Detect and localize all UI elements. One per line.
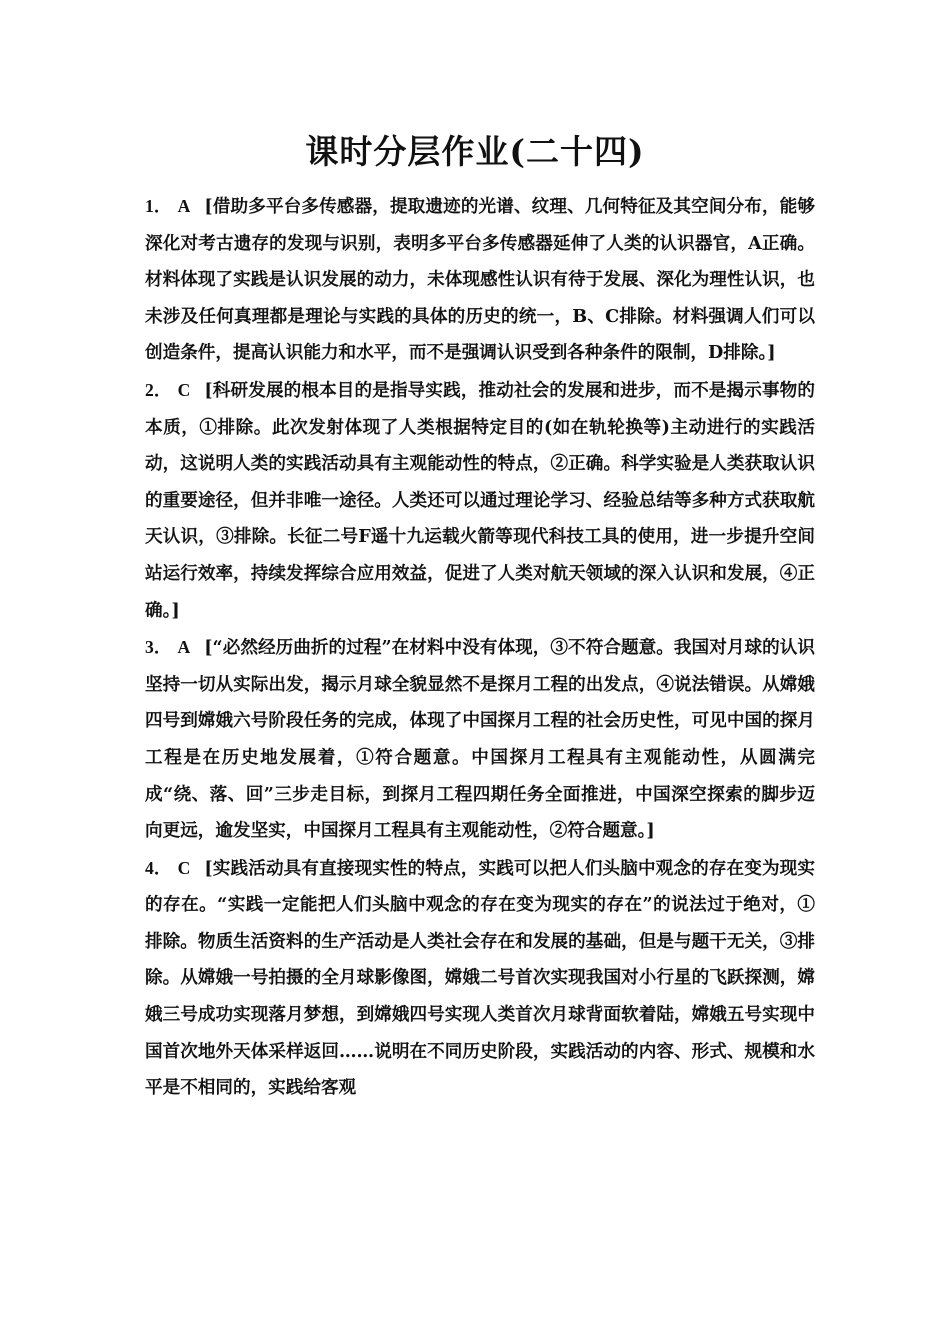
answer-number: 1． — [145, 196, 172, 216]
page-title: 课时分层作业(二十四) — [305, 132, 645, 171]
answer-list — [145, 188, 815, 1107]
answer-item-3 — [145, 629, 815, 850]
answer-item-4 — [145, 850, 815, 1107]
answer-explanation: [“必然经历曲折的过程”在材料中没有体现，③不符合题意。我国对月球的认识坚持一切从实际出发，揭示月球全貌显然不是探月工程的出发点，④说法错误。从嫦娥四号到嫦娥六号阶段任务的完成，体现了中国探月工程的社会历史性，可见中国的探月工程是在历史地发展着，①符合题意。中国探月工程具有主观能动性，从圆满完成“绕、落、回”三步走目标，到探月工程四期任务全面推进，中国深空探索的脚步迈向更远，逾发坚实，中国探月工程具有主观能动性，②符合题意。] — [145, 637, 815, 842]
answer-explanation: [科研发展的根本目的是指导实践，推动社会的发展和进步，而不是揭示事物的本质，①排除。此次发射体现了人类根据特定目的(如在轨轮换等)主动进行的实践活动，这说明人类的实践活动具有主观能动性的特点，②正确。科学实验是人类获取认识的重要途径，但并非唯一途径。人类还可以通过理论学习、经验总结等多种方式获取航天认识，③排除。长征二号F遥十九运载火箭等现代科技工具的使用，进一步提升空间站运行效率，持续发挥综合应用效益，促进了人类对航天领域的深入认识和发展，④正确。] — [145, 379, 815, 621]
answer-item-1 — [145, 188, 815, 372]
answer-explanation: [借助多平台多传感器，提取遗迹的光谱、纹理、几何特征及其空间分布，能够深化对考古遗存的发现与识别，表明多平台多传感器延伸了人类的认识器官，A正确。材料体现了实践是认识发展的动力，未体现感性认识有待于发展、深化为理性认识，也未涉及任何真理都是理论与实践的具体的历史的统一，B、C排除。材料强调人们可以创造条件，提高认识能力和水平，而不是强调认识受到各种条件的限制，D排除。] — [145, 196, 815, 364]
answer-number: 4． — [145, 857, 172, 878]
answer-key: A — [177, 196, 191, 216]
answer-key: C — [177, 379, 191, 400]
answer-number: 3． — [145, 637, 172, 658]
answer-number: 2． — [145, 379, 172, 400]
answer-explanation: [实践活动具有直接现实性的特点，实践可以把人们头脑中观念的存在变为现实的存在。“实践一定能把人们头脑中观念的存在变为现实的存在”的说法过于绝对，①排除。物质生活资料的生产活动是人类社会存在和发展的基础，但是与题干无关，③排除。从嫦娥一号拍摄的全月球影像图，嫦娥二号首次实现我国对小行星的飞跃探测，嫦娥三号成功实现落月梦想，到嫦娥四号实现人类首次月球背面软着陆，嫦娥五号实现中国首次地外天体采样返回……说明在不同历史阶段，实践活动的内容、形式、规模和水平是不相同的，实践给客观 — [145, 857, 815, 1099]
answer-key: A — [177, 637, 191, 658]
answer-key: C — [177, 857, 191, 878]
answer-item-2 — [145, 372, 815, 629]
